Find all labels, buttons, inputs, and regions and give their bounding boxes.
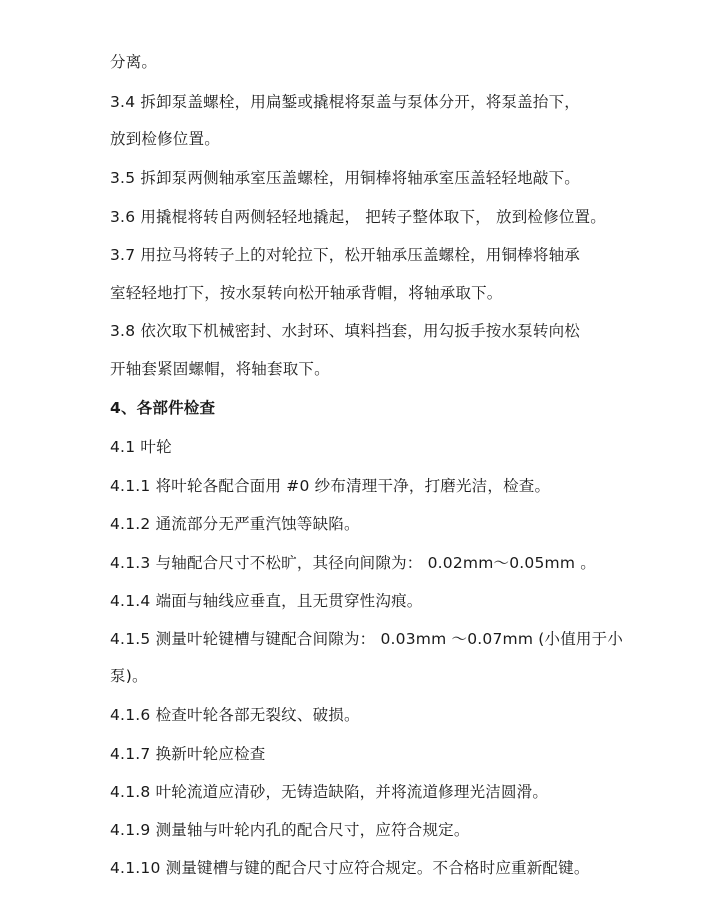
text-line: 4.1.4 端面与轴线应垂直，且无贯穿性沟痕。: [110, 592, 423, 610]
subsection-heading: 4.1 叶轮: [110, 438, 172, 456]
text-line: 3.5 拆卸泵两侧轴承室压盖螺栓，用铜棒将轴承室压盖轻轻地敲下。: [110, 169, 580, 187]
text-line: 4.1.8 叶轮流道应清砂，无铸造缺陷，并将流道修理光洁圆滑。: [110, 783, 549, 801]
text-line: 3.8 依次取下机械密封、水封环、填料挡套，用勾扳手按水泵转向松: [110, 322, 580, 340]
text-line: 3.6 用撬棍将转自两侧轻轻地撬起， 把转子整体取下， 放到检修位置。: [110, 208, 606, 226]
text-line: 开轴套紧固螺帽，将轴套取下。: [110, 360, 330, 378]
text-line: 3.7 用拉马将转子上的对轮拉下，松开轴承压盖螺栓，用铜棒将轴承: [110, 246, 580, 264]
text-line: 4.1.6 检查叶轮各部无裂纹、破损。: [110, 706, 360, 724]
text-line: 4.1.1 将叶轮各配合面用 #0 纱布清理干净，打磨光洁，检查。: [110, 477, 551, 495]
text-line: 4.1.3 与轴配合尺寸不松旷，其径向间隙为： 0.02mm～0.05mm 。: [110, 554, 596, 572]
text-line: 放到检修位置。: [110, 130, 220, 148]
text-line: 室轻轻地打下，按水泵转向松开轴承背帽，将轴承取下。: [110, 284, 503, 302]
text-line: 4.1.10 测量键槽与键的配合尺寸应符合规定。不合格时应重新配键。: [110, 859, 590, 877]
text-line: 4.1.2 通流部分无严重汽蚀等缺陷。: [110, 515, 360, 533]
text-line: 4.1.5 测量叶轮键槽与键配合间隙为： 0.03mm ～0.07mm (小值用于小: [110, 630, 624, 648]
text-line: 3.4 拆卸泵盖螺栓，用扁錾或撬棍将泵盖与泵体分开，将泵盖抬下，: [110, 93, 580, 111]
text-line: 分离。: [110, 53, 158, 71]
text-line: 4.1.9 测量轴与叶轮内孔的配合尺寸，应符合规定。: [110, 821, 470, 839]
text-line: 泵)。: [110, 667, 148, 685]
section-heading: 4、各部件检查: [110, 399, 216, 417]
text-line: 4.1.7 换新叶轮应检查: [110, 745, 266, 763]
